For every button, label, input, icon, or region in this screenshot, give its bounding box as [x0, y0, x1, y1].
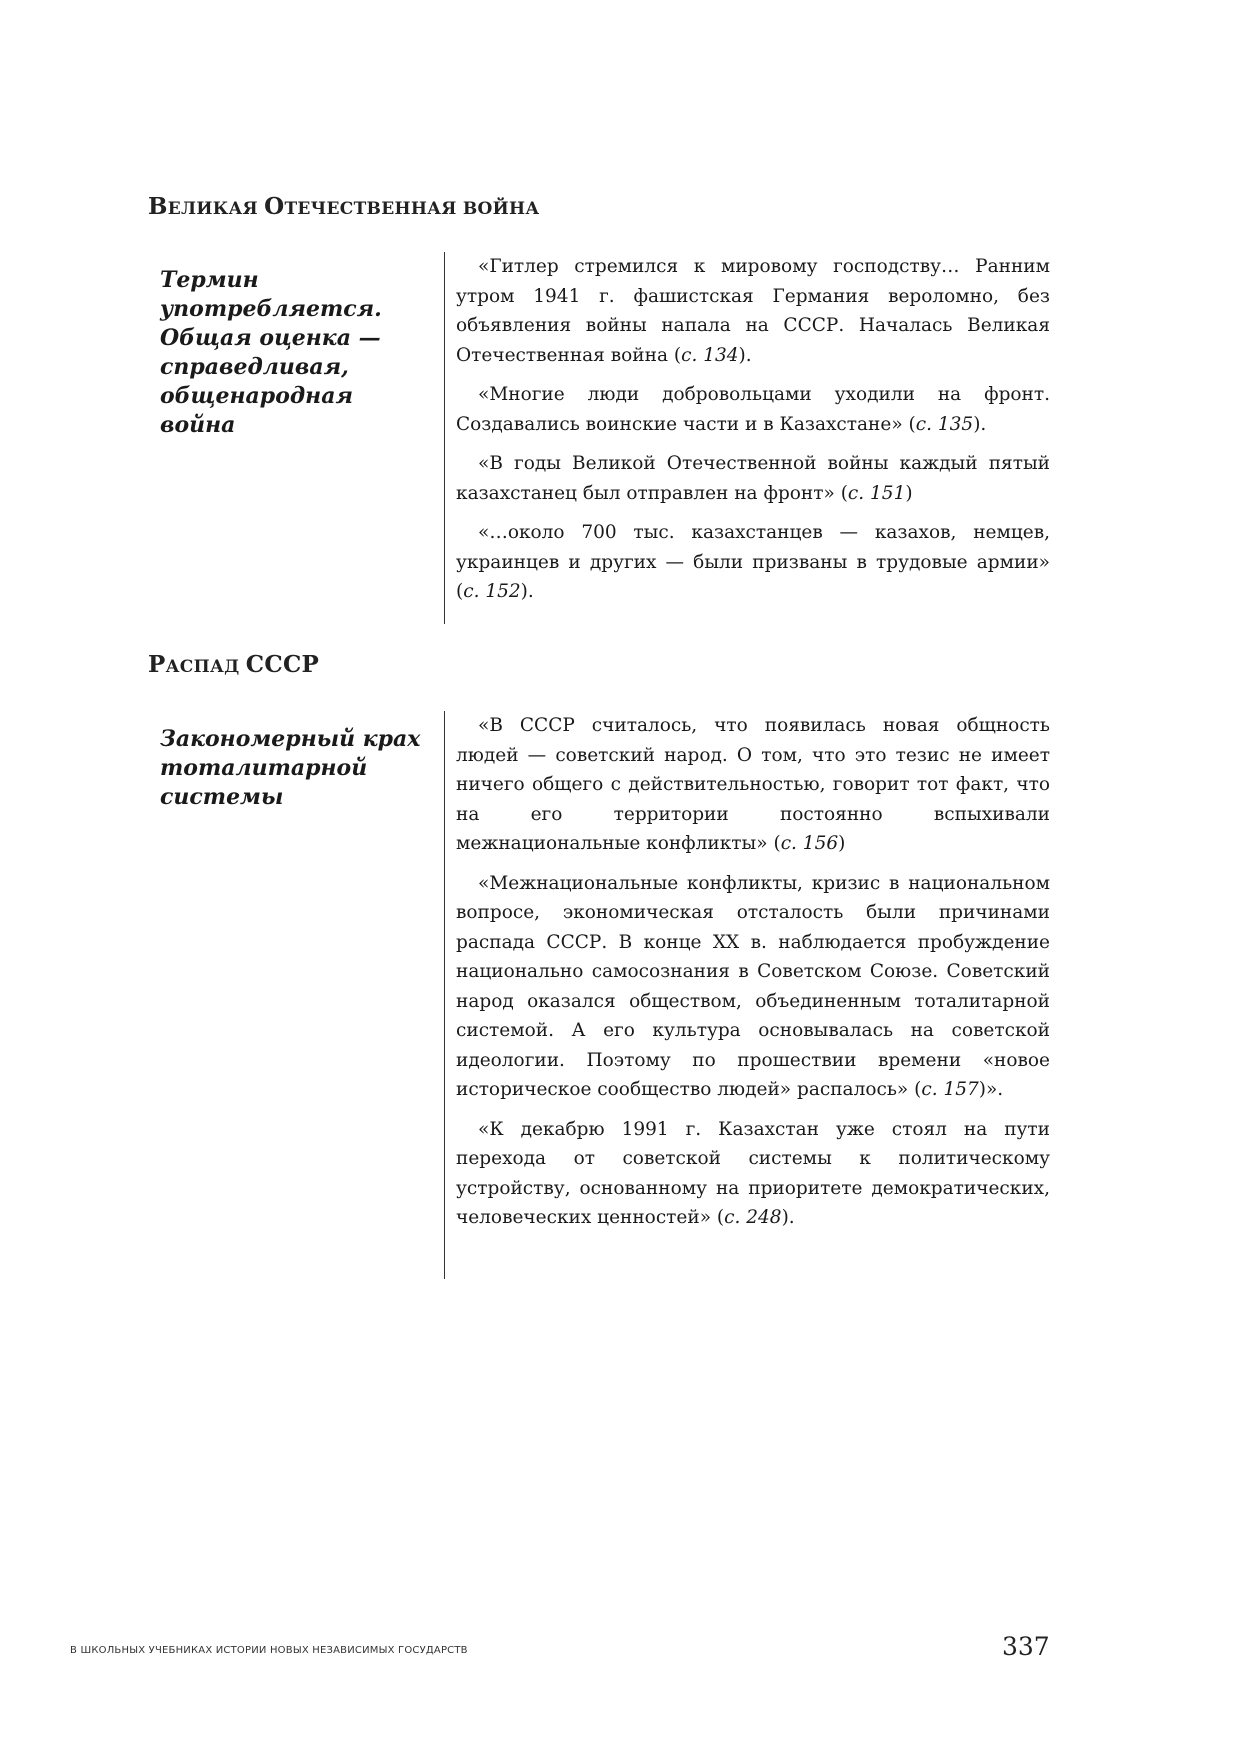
- section-row-great-patriotic-war: [148, 252, 1050, 624]
- page-citation: с. 152: [463, 581, 521, 602]
- page-number: 337: [1002, 1632, 1050, 1661]
- quote: «Межнациональные конфликты, кризис в национальном вопросе, экономическая отсталость были причинами распада СССР. В конце XX в. наблюдается пробуждение национально самосознания в Советском Союзе. Советский народ оказался обществом, объединенным тоталитарной системой. А его культура основывалась на советской идеологии. Поэтому по прошествии времени «новое историческое сообщество людей» распалось» (с. 157)».: [456, 872, 1050, 1100]
- section-title-ussr-collapse: РАСПАД СССР: [148, 651, 320, 678]
- quote: «В СССР считалось, что появилась новая общность людей — советский народ. О том, что это тезис не имеет ничего общего с действительностью, говорит тот факт, что на его территории постоянно вспыхивали межнациональные конфликты» (с. 156): [456, 715, 1050, 854]
- term-line: Термин: [160, 267, 259, 293]
- page-citation: с. 135: [915, 413, 974, 435]
- quotes-column: [456, 711, 1050, 1243]
- term-line: Закономерный крах: [160, 726, 421, 752]
- term-assessment: [160, 266, 430, 440]
- page-citation: с. 157: [921, 1079, 979, 1100]
- section-row-ussr-collapse: [148, 711, 1050, 1279]
- quotes-column: [456, 252, 1050, 617]
- page-citation: с. 134: [681, 344, 739, 366]
- quote: «В годы Великой Отечественной войны каждый пятый казахстанец был отправлен на фронт» (с. 151): [456, 453, 1050, 504]
- quote: «…около 700 тыс. казахстанцев — казахов, немцев, украинцев и других — были призваны в трудовые армии» (с. 152).: [456, 522, 1050, 602]
- term-line: тоталитарной: [160, 755, 368, 781]
- term-line: общенародная война: [160, 383, 353, 438]
- page-citation: с. 156: [780, 833, 839, 854]
- column-divider: [444, 252, 445, 624]
- column-divider: [444, 711, 445, 1279]
- running-footer: В ШКОЛЬНЫХ УЧЕБНИКАХ ИСТОРИИ НОВЫХ НЕЗАВИСИМЫХ ГОСУДАРСТВ: [70, 1645, 468, 1656]
- term-line: Общая оценка —: [160, 325, 381, 351]
- term-line: системы: [160, 784, 284, 810]
- term-line: употребляется.: [160, 296, 382, 322]
- term-line: справедливая,: [160, 354, 349, 380]
- quote: «Многие люди добровольцами уходили на фронт. Создавались воинские части и в Казахстане» (с. 135).: [456, 384, 1050, 435]
- quote: «К декабрю 1991 г. Казахстан уже стоял на пути перехода от советской системы к политическому устройству, основанному на приоритете демократических, человеческих ценностей» (с. 248).: [456, 1118, 1050, 1228]
- page-citation: с. 248: [724, 1207, 782, 1228]
- quote: «Гитлер стремился к мировому господству… Ранним утром 1941 г. фашистская Германия вероломно, без объявления войны напала на СССР. Началась Великая Отечественная война (с. 134).: [456, 256, 1050, 366]
- section-title-great-patriotic-war: ВЕЛИКАЯ ОТЕЧЕСТВЕННАЯ ВОЙНА: [148, 193, 540, 220]
- term-assessment: [160, 725, 430, 812]
- page-citation: с. 151: [847, 482, 906, 504]
